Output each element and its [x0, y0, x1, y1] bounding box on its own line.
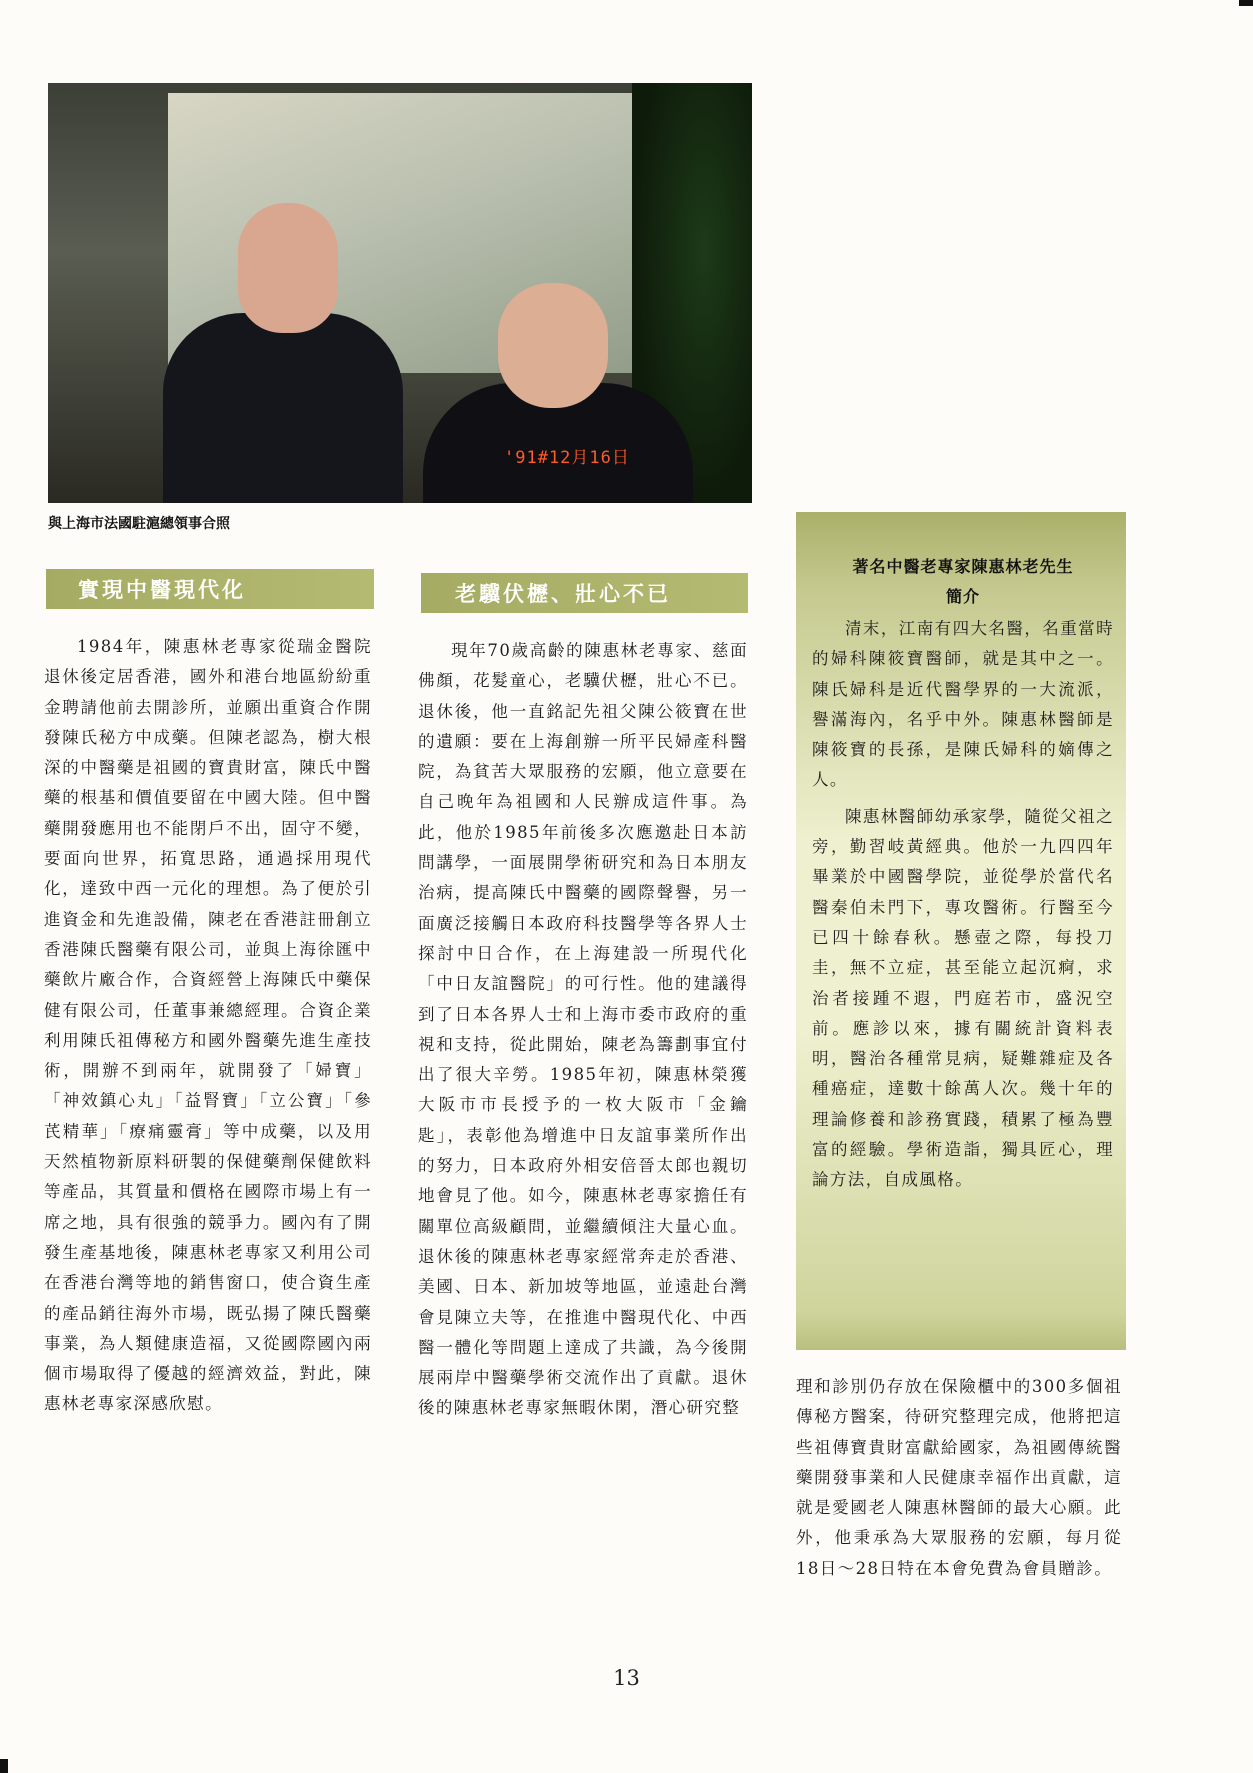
- bio-title: [812, 552, 1114, 612]
- scan-corner-mark: [1239, 0, 1253, 6]
- section1-heading: 實現中醫現代化: [46, 569, 374, 609]
- section3-column: [796, 1372, 1122, 1652]
- section1-column: [44, 632, 372, 1652]
- bio-body: [812, 614, 1114, 1196]
- bio-paragraph-1: 清末，江南有四大名醫，名重當時的婦科陳筱寶醫師，就是其中之一。陳氏婦科是近代醫學界的一大流派，譽滿海內，名乎中外。陳惠林醫師是陳筱寶的長孫，是陳氏婦科的嫡傳之人。: [812, 619, 1114, 790]
- scan-corner-mark-bottom: [0, 1759, 8, 1773]
- bio-title-line2: 簡介: [945, 587, 980, 606]
- person-left: [163, 313, 403, 503]
- section2-column: [418, 636, 748, 1656]
- photo-date-stamp: '91#12月16日: [504, 448, 630, 468]
- section2-paragraph: 現年70歲高齡的陳惠林老專家、慈面佛顏，花髮童心，老驥伏櫪，壯心不已。退休後，他一直銘記先祖父陳公筱寶在世的遺願：要在上海創辦一所平民婦產科醫院，為貧苦大眾服務的宏願，他立意要在自己晚年為祖國和人民辦成這件事。為此，他於1985年前後多次應邀赴日本訪問講學，一面展開學術研究和為日本朋友治病，提高陳氏中醫藥的國際聲譽，另一面廣泛接觸日本政府科技醫學等各界人士探討中日合作，在上海建設一所現代化「中日友誼醫院」的可行性。他的建議得到了日本各界人士和上海市委市政府的重視和支持，從此開始，陳老為籌劃事宜付出了很大辛勞。1985年初，陳惠林榮獲大阪市市長授予的一枚大阪市「金鑰匙」，表彰他為增進中日友誼事業所作出的努力，日本政府外相安倍晉太郎也親切地會見了他。如今，陳惠林老專家擔任有關單位高級顧問，並繼續傾注大量心血。退休後的陳惠林老專家經常奔走於香港、美國、日本、新加坡等地區，並遠赴台灣會見陳立夫等，在推進中醫現代化、中西醫一體化等問題上達成了共識，為今後開展兩岸中醫藥學術交流作出了貢獻。退休後的陳惠林老專家無暇休閑，潛心研究整: [418, 641, 748, 1418]
- person-right-face: [498, 283, 608, 408]
- photo-caption: 與上海市法國駐滬總領事合照: [48, 516, 230, 532]
- consul-photo: [48, 83, 752, 503]
- page-number: 13: [613, 1666, 640, 1690]
- bio-title-line1: 著名中醫老專家陳惠林老先生: [852, 557, 1074, 576]
- section2-heading: 老驥伏櫪、壯心不已: [421, 573, 748, 613]
- section3-paragraph: 理和診別仍存放在保險櫃中的300多個祖傳秘方醫案，待研究整理完成，他將把這些祖傳寶貴財富獻給國家，為祖國傳統醫藥開發事業和人民健康幸福作出貢獻，這就是愛國老人陳惠林醫師的最大心願。此外，他秉承為大眾服務的宏願，每月從18日～28日特在本會免費為會員贈診。: [796, 1377, 1122, 1578]
- bio-paragraph-2: 陳惠林醫師幼承家學，隨從父祖之旁，勤習岐黃經典。他於一九四四年畢業於中國醫學院，並從學於當代名醫秦伯未門下，專攻醫術。行醫至今已四十餘春秋。懸壺之際，每投刀圭，無不立症，甚至能立起沉痾，求治者接踵不遐，門庭若市，盛況空前。應診以來，據有關統計資料表明，醫治各種常見病，疑難雜症及各種癌症，達數十餘萬人次。幾十年的理論修養和診務實踐，積累了極為豐富的經驗。學術造詣，獨具匠心，理論方法，自成風格。: [812, 806, 1114, 1190]
- bio-box: [796, 512, 1126, 1350]
- section1-paragraph: 1984年，陳惠林老專家從瑞金醫院退休後定居香港，國外和港台地區紛紛重金聘請他前去開診所，並願出重資合作開發陳氏秘方中成藥。但陳老認為，樹大根深的中醫藥是祖國的寶貴財富，陳氏中醫藥的根基和價值要留在中國大陸。但中醫藥開發應用也不能閉戶不出，固守不變，要面向世界，拓寬思路，通過採用現代化，達致中西一元化的理想。為了便於引進資金和先進設備，陳老在香港註冊創立香港陳氏醫藥有限公司，並與上海徐匯中藥飲片廠合作，合資經營上海陳氏中藥保健有限公司，任董事兼總經理。合資企業利用陳氏祖傳秘方和國外醫藥先進生產技術，開辦不到兩年，就開發了「婦寶」「神效鎮心丸」「益腎寶」「立公寶」「參芪精華」「療痛靈膏」等中成藥，以及用天然植物新原料研製的保健藥劑保健飲料等產品，其質量和價格在國際市場上有一席之地，具有很強的競爭力。國內有了開發生產基地後，陳惠林老專家又利用公司在香港台灣等地的銷售窗口，使合資生產的產品銷往海外市場，既弘揚了陳氏醫藥事業，為人類健康造福，又從國際國內兩個市場取得了優越的經濟效益，對此，陳惠林老專家深感欣慰。: [44, 637, 372, 1414]
- person-left-face: [238, 203, 338, 333]
